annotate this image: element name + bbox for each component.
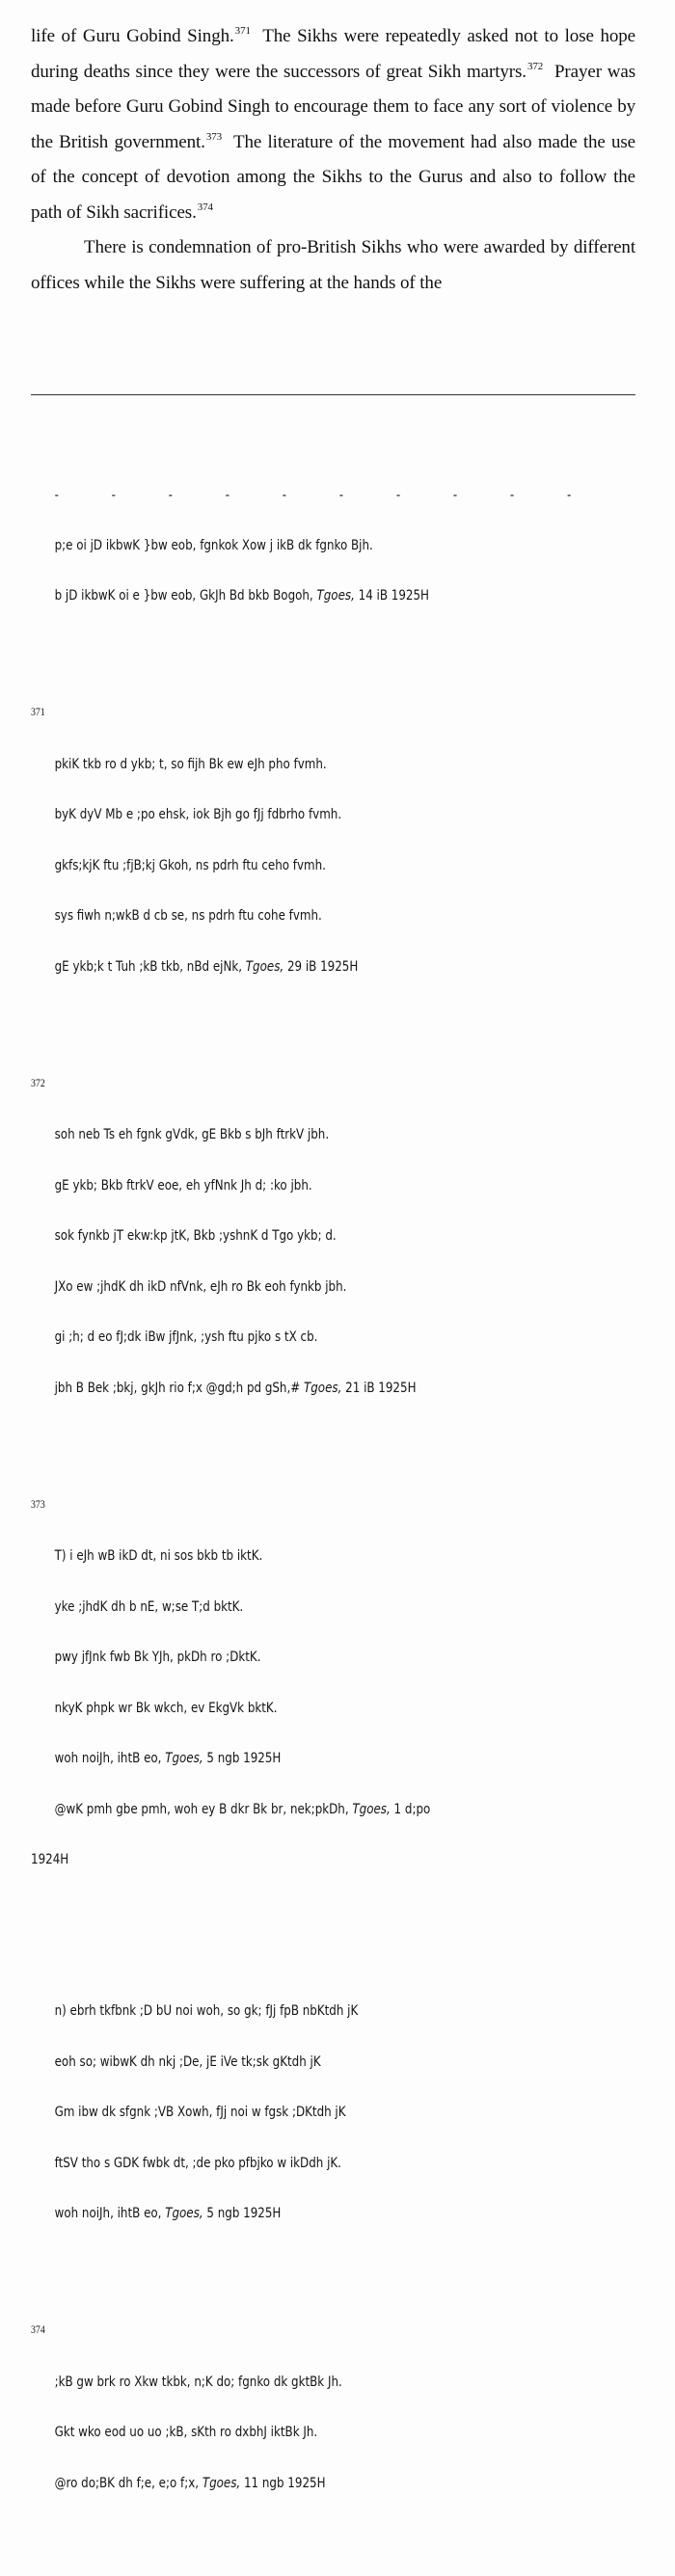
paragraph-1-segment-3: Prayer was made before Guru Gobind Singh to encourage them to face any sort of violence by the British government.: [31, 61, 636, 152]
footnote-371: [31, 706, 537, 1009]
footnote-line: T) i eJh wB ikD dt, ni sos bkb tb iktK.: [54, 1548, 263, 1564]
footnote-373: [31, 1498, 537, 1903]
source-title: Tgoes,: [352, 1801, 391, 1817]
source-date: 29 iB 1925H: [284, 958, 359, 975]
footnote-source-line: @ro do;BK dh f;e, e;o f;x, Tgoes, 11 ngb 1925H: [54, 2475, 326, 2491]
footnote-line: sys fiwh n;wkB d cb se, ns pdrh ftu cohe fvmh.: [54, 908, 322, 924]
footnote-source-line: woh noiJh, ihtB eo, Tgoes, 5 ngb 1925H: [54, 2206, 282, 2221]
footnote-ref-373: 373: [205, 130, 223, 143]
footnote-continued: [31, 454, 572, 639]
main-body-text: [31, 19, 635, 301]
footnote-line: soh neb Ts eh fgnk gVdk, gE Bkb s bJh ftrkV jbh.: [54, 1127, 330, 1142]
paragraph-1-segment-1: life of Guru Gobind Singh.: [31, 26, 234, 46]
paragraph-2: There is condemnation of pro-British Sikhs who were awarded by different offices while the Sikhs were suffering at the hands of the: [31, 237, 635, 293]
footnote-line: gkfs;kjK ftu ;fjB;kj Gkoh, ns pdrh ftu ceho fvmh.: [54, 857, 326, 873]
footnote-line: gi ;h; d eo fJ;dk iBw jfJnk, ;ysh ftu pjko s tX cb.: [54, 1329, 318, 1345]
footnote-line: byK dyV Mb e ;po ehsk, iok Bjh go fJj fdbrho fvmh.: [54, 807, 342, 822]
source-date: 11 ngb 1925H: [240, 2475, 326, 2491]
footnote-separator-rule: [31, 394, 635, 395]
footnote-number: 374: [31, 2322, 45, 2336]
footnote-line: Gkt wko eod uo uo ;kB, sKth ro dxbhJ iktBk Jh.: [54, 2425, 318, 2440]
footnote-line: sok fynkb jT ekw:kp jtK, Bkb ;yshnK d Tgo ykb; d.: [54, 1228, 337, 1244]
footnote-ref-372: 372: [526, 60, 544, 72]
source-title: Tgoes,: [165, 2206, 203, 2221]
footnote-line: ;kB gw brk ro Xkw tkbk, n;K do; fgnko dk gktBk Jh.: [54, 2374, 342, 2390]
footnote-line: p;e oi jD ikbwK }bw eob, fgnkok Xow j ikB dk fgnko Bjh.: [54, 537, 373, 553]
footnote-source-line: @wK pmh gbe pmh, woh ey B dkr Bk br, nek;pkDh, Tgoes, 1 d;po: [54, 1801, 431, 1817]
source-date: 5 ngb 1925H: [202, 2206, 282, 2221]
footnote-line: JXo ew ;jhdK dh ikD nfVnk, eJh ro Bk eoh fynkb jbh.: [54, 1278, 347, 1295]
footnote-line: n) ebrh tkfbnk ;D bU noi woh, so gk; fJj fpB nbKtdh jK: [54, 2003, 359, 2019]
footnote-372: [31, 1077, 537, 1432]
source-title: Tgoes,: [165, 1751, 203, 1766]
footnote-373-continued: [31, 1970, 537, 2257]
footnote-line: gE ykb; Bkb ftrkV eoe, eh yfNnk Jh d; :ko jbh.: [54, 1177, 312, 1194]
source-title: Tgoes,: [316, 588, 355, 604]
footnote-line: pwy jfJnk fwb Bk YJh, pkDh ro ;DktK.: [54, 1650, 261, 1665]
source-title: Tgoes,: [202, 2475, 241, 2491]
footnote-line: yke ;jhdK dh b nE, w;se T;d bktK.: [54, 1598, 244, 1615]
footnote-number: 371: [31, 705, 45, 718]
footnote-wrap-line: 1924H: [31, 1852, 69, 1867]
paragraph-1-segment-2: The Sikhs were repeatedly asked not to lose hope during deaths since they were the successors of great Sikh martyrs.: [31, 26, 635, 82]
source-date: 21 iB 1925H: [341, 1380, 417, 1396]
paragraph-1-segment-4: The literature of the movement had also made the use of the concept of devotion among the Sikhs to the Gurus and also to follow the path of Sikh sacrifices.: [31, 131, 636, 223]
footnote-number: 373: [31, 1496, 45, 1511]
footnote-source-line: jbh B Bek ;bkj, gkJh rio f;x @gd;h pd gSh,# Tgoes, 21 iB 1925H: [54, 1380, 417, 1396]
source-date: 14 iB 1925H: [354, 588, 429, 604]
footnote-line: ftSV tho s GDK fwbk dt, ;de pko pfbjko w ikDdh jK.: [54, 2155, 341, 2171]
footnote-number: 372: [31, 1075, 45, 1089]
footnotes-area: [31, 403, 572, 2576]
dash-markers: - - - - - - - - - -: [54, 487, 572, 503]
footnote-line: pkiK tkb ro d ykb; t, so fijh Bk ew eJh pho fvmh.: [54, 756, 327, 772]
source-title: Tgoes,: [245, 958, 284, 975]
paragraph-1: [31, 19, 635, 230]
footnote-source-line: woh noiJh, ihtB eo, Tgoes, 5 ngb 1925H: [54, 1751, 282, 1766]
footnote-source-line: gE ykb;k t Tuh ;kB tkb, nBd ejNk, Tgoes, 29 iB 1925H: [54, 958, 359, 975]
source-date: 1 d;po: [390, 1801, 431, 1817]
footnote-ref-371: 371: [234, 25, 251, 37]
source-date: 5 ngb 1925H: [202, 1751, 282, 1766]
footnote-374: [31, 2323, 537, 2526]
footnote-line: eoh so; wibwK dh nkj ;De, jE iVe tk;sk gKtdh jK: [54, 2053, 321, 2070]
footnote-line: Gm ibw dk sfgnk ;VB Xowh, fJj noi w fgsk ;DKtdh jK: [54, 2105, 346, 2120]
footnote-source-line: b jD ikbwK oi e }bw eob, GkJh Bd bkb Bogoh, Tgoes, 14 iB 1925H: [54, 588, 429, 604]
footnote-line: nkyK phpk wr Bk wkch, ev EkgVk bktK.: [54, 1700, 278, 1716]
footnote-ref-374: 374: [197, 201, 213, 213]
source-title: Tgoes,: [303, 1380, 342, 1396]
